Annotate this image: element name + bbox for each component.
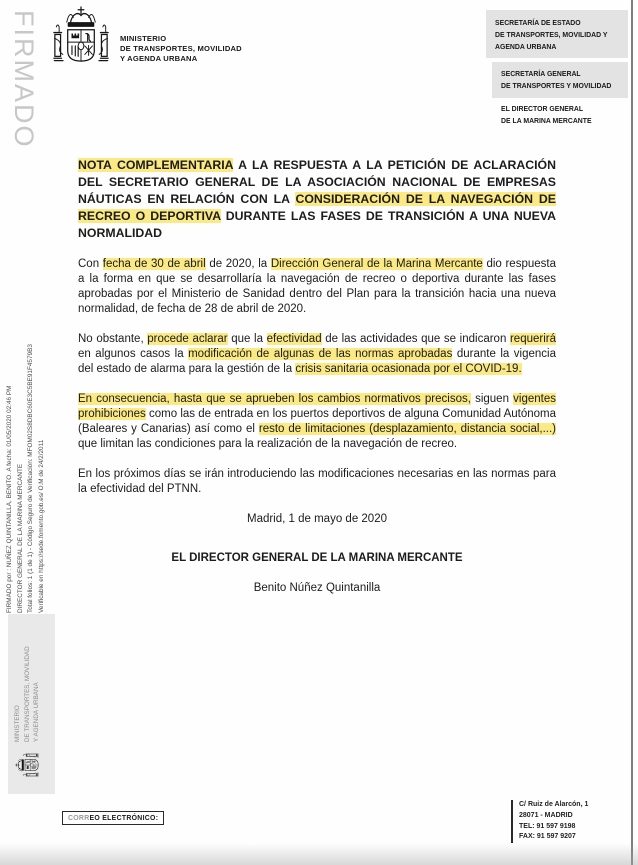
dateline: Madrid, 1 de mayo de 2020 xyxy=(246,513,387,525)
office-line: EL DIRECTOR GENERAL xyxy=(501,106,584,113)
spain-coat-of-arms-icon xyxy=(15,745,47,785)
signature-line: DIRECTOR GENERAL DE LA MARINA MERCANTE xyxy=(16,463,24,613)
secretaria-estado-line: SECRETARÍA DE ESTADO xyxy=(495,20,581,27)
ministry-line: Y AGENDA URBANA xyxy=(120,54,198,63)
address-line: C/ Ruiz de Alarcón, 1 xyxy=(519,801,589,808)
paragraph-2: No obstante, procede aclarar que la efectividad de las actividades que se indicaron requerirá en algunos casos la modificación de algunas de las normas aprobadas durante la vigencia del estado de alarma para la gestión de la crisis sanitaria ocasionada por el COVID-19. xyxy=(78,333,556,375)
paragraph-3: En consecuencia, hasta que se aprueben los cambios normativos precisos, siguen vigentes prohibiciones como las de entrada en los puertos deportivos de alguna Comunidad Autónoma (Baleares y Canarias) así como el resto de limitaciones (desplazamiento, distancia social,...) que limitan las condiciones para la realización de la navegación de recreo. xyxy=(78,393,557,450)
secretaria-general-line: SECRETARÍA GENERAL xyxy=(501,71,581,78)
correo-label-light: CORR xyxy=(68,815,90,822)
secretaria-estado-line: AGENDA URBANA xyxy=(495,44,557,51)
signature-line: Verificable en https://sede.fomento.gob.es/ O.M de 24/2/2011 xyxy=(37,439,45,613)
strip-ministry-line: MINISTERIO xyxy=(14,705,21,742)
address-line: TEL: 91 597 9198 xyxy=(519,822,576,830)
strip-ministry-text xyxy=(13,612,42,742)
scan-edge-right xyxy=(631,0,633,865)
footer-address xyxy=(511,800,588,843)
strip-ministry-line: Y AGENDA URBANA xyxy=(33,682,40,742)
signature-line: FIRMADO por : NUÑEZ QUINTANILLA, BENITO. A fecha: 01/05/2020 02:46 PM xyxy=(6,385,13,613)
director-general-office xyxy=(501,104,592,128)
office-line: DE LA MARINA MERCANTE xyxy=(501,118,592,125)
strip-ministry-line: DE TRANSPORTES, MOVILIDAD xyxy=(23,646,31,742)
ministry-line: DE TRANSPORTES, MOVILIDAD xyxy=(120,44,242,53)
address-line: FAX: 91 597 9207 xyxy=(519,833,576,841)
ministry-line: MINISTERIO xyxy=(120,34,167,43)
signature-line: Total folios: 1 (1 de 1) - Código Seguro de Verificación: MFOM02S8DBC60E3C5BE91F4579B3 xyxy=(27,344,34,613)
secretaria-general-line: DE TRANSPORTES Y MOVILIDAD xyxy=(501,83,612,90)
secretaria-estado-box xyxy=(486,10,628,58)
signer-title: EL DIRECTOR GENERAL DE LA MARINA MERCANTE xyxy=(171,552,463,564)
document-body xyxy=(78,157,556,611)
secretaria-estado-line: DE TRANSPORTES, MOVILIDAD Y xyxy=(495,32,608,39)
signer-name: Benito Núñez Quintanilla xyxy=(253,582,381,594)
ministry-header xyxy=(120,34,242,64)
document-title: NOTA COMPLEMENTARIA A LA RESPUESTA A LA PETICIÓN DE ACLARACIÓN DEL SECRETARIO GENERAL DE LA ASOCIACIÓN NACIONAL DE EMPRESAS NÁUTICAS EN RELACIÓN CON LA CONSIDERACIÓN DE LA NAVEGACIÓN DE RECREO O DEPORTIVA DURANTE LAS FASES DE TRANSICIÓN A UNA NUEVA NORMALIDAD xyxy=(78,158,556,240)
correo-electronico-box xyxy=(62,811,164,825)
firmado-watermark: FIRMADO xyxy=(9,10,39,149)
correo-label-dark: EO ELECTRÓNICO: xyxy=(89,815,159,822)
scan-shadow-bottom xyxy=(0,843,638,865)
paragraph-1: Con fecha de 30 de abril de 2020, la Dirección General de la Marina Mercante dio respuesta a la forma en que se desarrollaría la navegación de recreo o deportiva durante las fases aprobadas por el Ministerio de Sanidad dentro del Plan para la transición hacia una nueva normalidad, de fecha de 28 de abril de 2020. xyxy=(78,258,556,315)
spain-coat-of-arms-icon xyxy=(52,6,110,82)
paragraph-4: En los próximos días se irán introduciendo las modificaciones necesarias en las normas para la efectividad del PTNN. xyxy=(78,468,556,495)
address-line: 28071 - MADRID xyxy=(519,811,573,819)
signature-verification-margin xyxy=(5,251,47,613)
secretaria-general-box xyxy=(492,62,628,98)
